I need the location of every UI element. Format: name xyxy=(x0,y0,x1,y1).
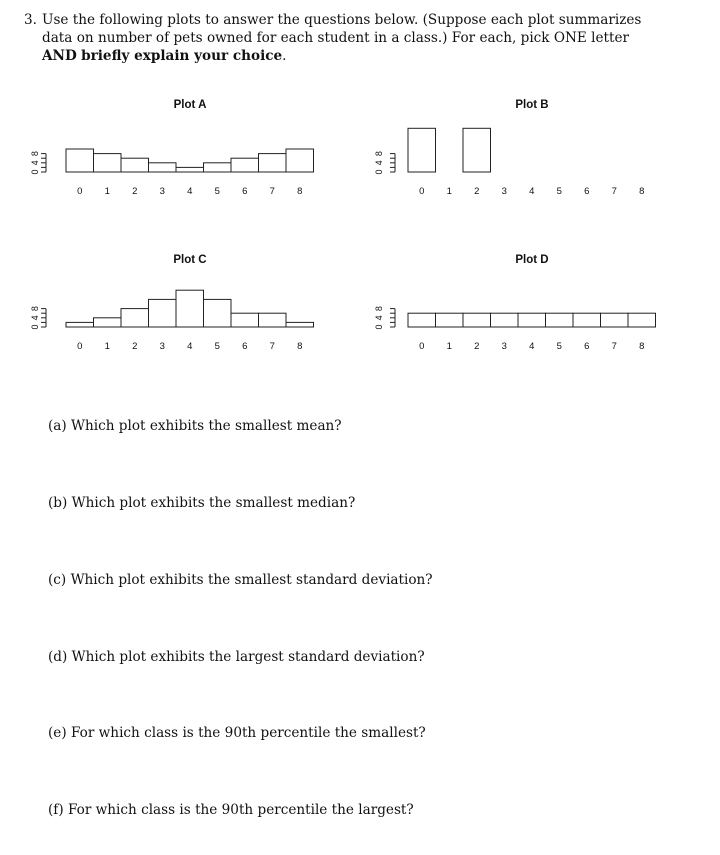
question-and: AND xyxy=(42,48,77,64)
question-text-end: . xyxy=(282,48,287,64)
plot-c-bar xyxy=(286,322,314,327)
plot-c-bar xyxy=(149,299,177,327)
sub-question-text: Which plot exhibits the largest standard deviation? xyxy=(71,649,425,665)
plot-b-x-tick-label: 4 xyxy=(529,186,535,197)
sub-question-text: Which plot exhibits the smallest mean? xyxy=(71,418,342,434)
plot-c-x-tick-label: 1 xyxy=(104,341,110,352)
plot-c-bar xyxy=(176,290,204,327)
sub-question-label: (b) xyxy=(48,495,68,511)
plot-d-bar xyxy=(436,313,464,327)
plot-c-y-tick-label: 8 xyxy=(30,306,40,312)
plot-a-bar xyxy=(66,149,94,172)
plot-a-title: Plot A xyxy=(173,99,207,111)
question-text: Use the following plots to answer the questions below. (Suppose each plot summarizes data on number of pets owned for each student in a class.) For each, pick ONE letter xyxy=(42,12,642,46)
plot-b-x-tick-label: 2 xyxy=(474,186,480,197)
sub-question-label: (f) xyxy=(48,802,64,818)
plot-c-x-tick-label: 4 xyxy=(187,341,193,352)
plot-a-bar xyxy=(204,163,232,172)
plot-d-y-tick-label: 0 xyxy=(374,324,384,330)
plot-a-x-tick-label: 0 xyxy=(77,186,83,197)
plot-a-y-tick-label: 0 xyxy=(30,169,40,175)
plot-c-bar xyxy=(259,313,287,327)
plot-d-x-tick-label: 0 xyxy=(419,341,425,352)
plot-d-x-tick-label: 7 xyxy=(611,341,617,352)
sub-question-label: (a) xyxy=(48,418,67,434)
plot-b-x-tick-label: 7 xyxy=(611,186,617,197)
plot-b-x-tick-label: 3 xyxy=(501,186,507,197)
plot-a-y-tick-label: 4 xyxy=(30,160,40,166)
sub-question-d xyxy=(48,648,425,666)
plot-a-y-tick-label: 8 xyxy=(30,151,40,157)
sub-question-label: (c) xyxy=(48,572,67,588)
plot-c-x-tick-label: 0 xyxy=(77,341,83,352)
plot-c-bar xyxy=(121,309,149,327)
plot-a-x-tick-label: 4 xyxy=(187,186,193,197)
sub-question-text: For which class is the 90th percentile the smallest? xyxy=(70,725,426,741)
sub-question-label: (d) xyxy=(48,649,68,665)
plot-a-bar xyxy=(231,158,259,172)
plot-b-title: Plot B xyxy=(515,99,549,111)
plot-b-bar xyxy=(463,128,491,172)
plot-a-bar xyxy=(121,158,149,172)
plot-c-x-tick-label: 5 xyxy=(214,341,220,352)
plot-b-x-tick-label: 6 xyxy=(584,186,590,197)
plot-d-bar xyxy=(601,313,629,327)
plot-a-bar xyxy=(176,167,204,172)
sub-question-b xyxy=(48,494,355,512)
sub-question-text: Which plot exhibits the smallest median? xyxy=(71,495,356,511)
plot-b-y-tick-label: 8 xyxy=(374,151,384,157)
plot-a-bar xyxy=(259,154,287,172)
plot-a-bar xyxy=(149,163,177,172)
plot-b-bar xyxy=(408,128,436,172)
plot-d-bar xyxy=(628,313,656,327)
plot-d-bar xyxy=(463,313,491,327)
plot-d-x-tick-label: 1 xyxy=(446,341,452,352)
plot-a-x-tick-label: 6 xyxy=(242,186,248,197)
plot-d-x-tick-label: 6 xyxy=(584,341,590,352)
plot-d-x-tick-label: 8 xyxy=(639,341,645,352)
plot-d-bar xyxy=(573,313,601,327)
plot-a-x-tick-label: 5 xyxy=(214,186,220,197)
plot-c-x-tick-label: 3 xyxy=(159,341,165,352)
charts-area xyxy=(0,0,720,380)
plot-d-y-tick-label: 4 xyxy=(374,315,384,321)
plot-c-bar xyxy=(66,322,94,327)
plot-b-x-tick-label: 8 xyxy=(639,186,645,197)
plot-c-bar xyxy=(94,318,122,327)
plot-d-title: Plot D xyxy=(515,254,549,266)
plot-b-x-tick-label: 0 xyxy=(419,186,425,197)
plot-a-x-tick-label: 8 xyxy=(297,186,303,197)
plot-c-x-tick-label: 8 xyxy=(297,341,303,352)
sub-question-text: For which class is the 90th percentile the largest? xyxy=(67,802,414,818)
plot-d-bar xyxy=(491,313,519,327)
plot-a-x-tick-label: 3 xyxy=(159,186,165,197)
plot-c-bar xyxy=(204,299,232,327)
question-bold-tail: briefly explain your choice xyxy=(81,48,283,64)
plot-a-bar xyxy=(286,149,314,172)
plot-b-x-tick-label: 5 xyxy=(556,186,562,197)
plot-c-x-tick-label: 7 xyxy=(269,341,275,352)
sub-question-label: (e) xyxy=(48,725,67,741)
plot-d-y-tick-label: 8 xyxy=(374,306,384,312)
question-number: 3. xyxy=(24,12,37,28)
plot-c-x-tick-label: 6 xyxy=(242,341,248,352)
plot-a-bar xyxy=(94,154,122,172)
sub-question-text: Which plot exhibits the smallest standard deviation? xyxy=(70,572,433,588)
plot-c-y-tick-label: 0 xyxy=(30,324,40,330)
sub-question-c xyxy=(48,571,433,589)
plot-c-bar xyxy=(231,313,259,327)
sub-question-a xyxy=(48,417,342,435)
plot-a-x-tick-label: 7 xyxy=(269,186,275,197)
plot-d-bar xyxy=(408,313,436,327)
plot-a-x-tick-label: 2 xyxy=(132,186,138,197)
plot-d-x-tick-label: 3 xyxy=(501,341,507,352)
plot-c-y-tick-label: 4 xyxy=(30,315,40,321)
plot-c-title: Plot C xyxy=(173,254,207,266)
sub-question-f xyxy=(48,801,414,819)
plot-c-x-tick-label: 2 xyxy=(132,341,138,352)
plot-b-x-tick-label: 1 xyxy=(446,186,452,197)
plot-d-x-tick-label: 2 xyxy=(474,341,480,352)
plot-d-x-tick-label: 4 xyxy=(529,341,535,352)
sub-question-e xyxy=(48,724,426,742)
plot-d-x-tick-label: 5 xyxy=(556,341,562,352)
plot-b-y-tick-label: 4 xyxy=(374,160,384,166)
plot-d-bar xyxy=(546,313,574,327)
plot-a-x-tick-label: 1 xyxy=(104,186,110,197)
plot-b-y-tick-label: 0 xyxy=(374,169,384,175)
plot-d-bar xyxy=(518,313,546,327)
